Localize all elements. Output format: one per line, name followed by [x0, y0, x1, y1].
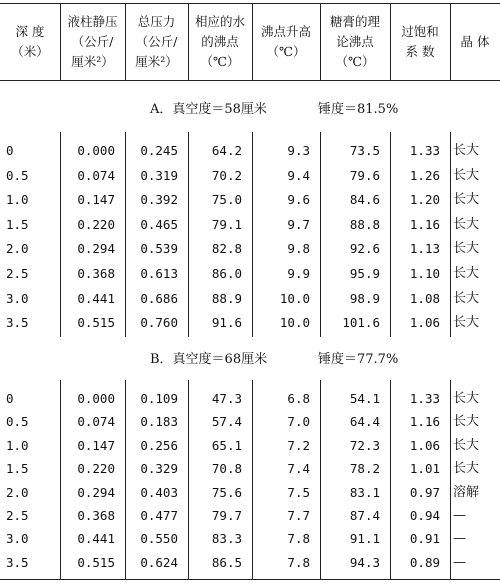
- table-cell-crystal: 长大: [453, 290, 480, 306]
- header-line: （米）: [11, 43, 49, 59]
- table-cell-total-pressure: 0.760: [140, 315, 178, 331]
- column-divider-a: [188, 132, 189, 337]
- table-cell-water-boiling-point: 57.4: [211, 414, 242, 430]
- table-cell-depth: 3.5: [6, 315, 29, 331]
- table-cell-massecuite-boiling-point: 54.1: [349, 391, 380, 406]
- header-crystal: [450, 32, 500, 52]
- header-line: 厘米²）: [71, 53, 114, 69]
- table-cell-supersaturation: 1.08: [409, 290, 440, 306]
- table-cell-massecuite-boiling-point: 72.3: [349, 437, 380, 453]
- header-rule: [0, 80, 500, 81]
- header-line: （公斤/: [135, 33, 178, 49]
- table-cell-water-boiling-point: 86.5: [211, 554, 242, 570]
- table-cell-liquid-pressure: 0.368: [77, 508, 115, 523]
- table-cell-supersaturation: 1.06: [409, 437, 440, 453]
- table-cell-massecuite-boiling-point: 94.3: [349, 554, 380, 570]
- table-cell-crystal: 长大: [453, 391, 480, 406]
- table-cell-boiling-elevation: 6.8: [287, 391, 310, 406]
- table-cell-massecuite-boiling-point: 64.4: [349, 414, 380, 430]
- table-cell-water-boiling-point: 47.3: [211, 391, 242, 406]
- table-cell-supersaturation: 1.10: [409, 266, 440, 281]
- table-cell-water-boiling-point: 70.8: [211, 461, 242, 477]
- table-cell-massecuite-boiling-point: 88.8: [349, 216, 380, 232]
- table-cell-crystal: 长大: [453, 167, 480, 183]
- table-cell-crystal: 长大: [453, 241, 480, 257]
- column-divider-b: [450, 380, 451, 579]
- table-cell-supersaturation: 1.33: [409, 143, 440, 158]
- table-cell-massecuite-boiling-point: 101.6: [342, 315, 380, 331]
- table-cell-liquid-pressure: 0.074: [77, 167, 115, 183]
- table-cell-liquid-pressure: 0.147: [77, 192, 115, 208]
- table-cell-crystal: 长大: [453, 192, 480, 208]
- table-cell-liquid-pressure: 0.000: [77, 143, 115, 158]
- table-cell-total-pressure: 0.550: [140, 531, 178, 547]
- table-cell-total-pressure: 0.256: [140, 437, 178, 453]
- table-cell-boiling-elevation: 7.8: [287, 531, 310, 547]
- header-total-pressure: [125, 12, 188, 72]
- table-cell-massecuite-boiling-point: 95.9: [349, 266, 380, 281]
- table-cell-boiling-elevation: 9.7: [287, 216, 310, 232]
- table-cell-supersaturation: 1.20: [409, 192, 440, 208]
- header-supersaturation: [390, 22, 450, 62]
- table-cell-depth: 1.0: [6, 437, 29, 453]
- table-cell-depth: 3.5: [6, 554, 29, 570]
- table-cell-water-boiling-point: 82.8: [211, 241, 242, 257]
- header-line: （℃）: [335, 53, 375, 69]
- header-line: 液柱静压: [67, 13, 118, 29]
- table-cell-crystal: 长大: [453, 437, 480, 453]
- table-cell-supersaturation: 1.33: [409, 391, 440, 406]
- table-cell-crystal: —: [453, 554, 466, 570]
- table-cell-depth: 0: [6, 391, 14, 406]
- table-cell-massecuite-boiling-point: 83.1: [349, 484, 380, 500]
- sectionA-brix: 锤度＝81.5%: [318, 102, 399, 117]
- table-cell-total-pressure: 0.245: [140, 143, 178, 158]
- table-cell-liquid-pressure: 0.220: [77, 216, 115, 232]
- table-cell-massecuite-boiling-point: 79.6: [349, 167, 380, 183]
- table-cell-liquid-pressure: 0.294: [77, 241, 115, 257]
- column-divider-a: [320, 132, 321, 337]
- table-cell-supersaturation: 0.91: [409, 531, 440, 547]
- header-line: 深 度: [15, 23, 45, 39]
- table-cell-boiling-elevation: 9.3: [287, 143, 310, 158]
- table-cell-boiling-elevation: 9.8: [287, 241, 310, 257]
- table-cell-total-pressure: 0.109: [140, 391, 178, 406]
- table-cell-depth: 2.5: [6, 266, 29, 281]
- header-line: （公斤/: [71, 33, 114, 49]
- column-divider-b: [320, 380, 321, 579]
- table-cell-total-pressure: 0.613: [140, 266, 178, 281]
- top-rule: [0, 3, 500, 4]
- table-cell-boiling-elevation: 10.0: [279, 290, 310, 306]
- table-cell-crystal: —: [453, 531, 466, 547]
- table-cell-water-boiling-point: 75.6: [211, 484, 242, 500]
- table-cell-water-boiling-point: 86.0: [211, 266, 242, 281]
- sectionB-label: B．真空度＝68厘米: [150, 352, 268, 367]
- table-cell-crystal: 长大: [453, 414, 480, 430]
- table-cell-boiling-elevation: 9.4: [287, 167, 310, 183]
- table-cell-total-pressure: 0.392: [140, 192, 178, 208]
- header-line: 糖膏的理: [329, 13, 380, 29]
- bottom-rule: [0, 579, 500, 580]
- header-line: 沸点升高: [260, 23, 311, 39]
- header-water-boiling-point: [188, 12, 252, 72]
- header-line: （℃）: [200, 53, 240, 69]
- table-cell-water-boiling-point: 64.2: [211, 143, 242, 158]
- table-cell-depth: 3.0: [6, 531, 29, 547]
- header-depth: [0, 22, 60, 62]
- table-cell-water-boiling-point: 88.9: [211, 290, 242, 306]
- table-cell-liquid-pressure: 0.515: [77, 554, 115, 570]
- header-massecuite-boiling-point: [320, 12, 390, 72]
- table-cell-depth: 2.5: [6, 508, 29, 523]
- table-cell-boiling-elevation: 7.7: [287, 508, 310, 523]
- table-cell-crystal: 长大: [453, 315, 480, 331]
- table-cell-water-boiling-point: 91.6: [211, 315, 242, 331]
- table-cell-massecuite-boiling-point: 87.4: [349, 508, 380, 523]
- table-cell-total-pressure: 0.319: [140, 167, 178, 183]
- table-cell-total-pressure: 0.477: [140, 508, 178, 523]
- table-cell-total-pressure: 0.624: [140, 554, 178, 570]
- table-cell-massecuite-boiling-point: 98.9: [349, 290, 380, 306]
- table-cell-depth: 2.0: [6, 484, 29, 500]
- table-cell-total-pressure: 0.329: [140, 461, 178, 477]
- header-liquid-pressure: [60, 12, 125, 72]
- table-cell-massecuite-boiling-point: 92.6: [349, 241, 380, 257]
- table-cell-supersaturation: 0.97: [409, 484, 440, 500]
- table-cell-boiling-elevation: 10.0: [279, 315, 310, 331]
- table-cell-liquid-pressure: 0.515: [77, 315, 115, 331]
- column-divider-a: [252, 132, 253, 337]
- table-cell-liquid-pressure: 0.441: [77, 531, 115, 547]
- header-line: 晶 体: [460, 33, 490, 49]
- table-cell-supersaturation: 1.06: [409, 315, 440, 331]
- table-cell-total-pressure: 0.686: [140, 290, 178, 306]
- header-line: 过饱和: [401, 23, 439, 39]
- table-cell-depth: 0: [6, 143, 14, 158]
- column-divider-b: [125, 380, 126, 579]
- table-cell-crystal: —: [453, 508, 466, 523]
- header-line: 的沸点: [201, 33, 239, 49]
- table-cell-total-pressure: 0.465: [140, 216, 178, 232]
- table-cell-crystal: 长大: [453, 216, 480, 232]
- table-cell-supersaturation: 1.13: [409, 241, 440, 257]
- table-cell-supersaturation: 1.01: [409, 461, 440, 477]
- table-cell-water-boiling-point: 65.1: [211, 437, 242, 453]
- column-divider-a: [450, 132, 451, 337]
- table-cell-boiling-elevation: 7.4: [287, 461, 310, 477]
- table-cell-supersaturation: 1.16: [409, 414, 440, 430]
- table-cell-supersaturation: 0.89: [409, 554, 440, 570]
- table-cell-crystal: 长大: [453, 143, 480, 158]
- table-cell-liquid-pressure: 0.074: [77, 414, 115, 430]
- table-cell-water-boiling-point: 75.0: [211, 192, 242, 208]
- table-cell-depth: 1.5: [6, 216, 29, 232]
- table-cell-supersaturation: 0.94: [409, 508, 440, 523]
- table-cell-boiling-elevation: 9.9: [287, 266, 310, 281]
- table-cell-boiling-elevation: 7.5: [287, 484, 310, 500]
- table-cell-depth: 0.5: [6, 414, 29, 430]
- table-cell-depth: 0.5: [6, 167, 29, 183]
- table-cell-depth: 1.0: [6, 192, 29, 208]
- table-cell-crystal: 长大: [453, 266, 480, 281]
- table-cell-liquid-pressure: 0.147: [77, 437, 115, 453]
- sectionA-label: A．真空度＝58厘米: [150, 102, 267, 117]
- header-line: （℃）: [266, 43, 306, 59]
- table-cell-crystal: 溶解: [453, 484, 480, 500]
- table-cell-water-boiling-point: 79.7: [211, 508, 242, 523]
- header-boiling-elevation: [252, 22, 320, 62]
- table-cell-liquid-pressure: 0.000: [77, 391, 115, 406]
- header-line: 厘米²）: [135, 53, 178, 69]
- column-divider-b: [252, 380, 253, 579]
- header-line: 系 数: [405, 43, 435, 59]
- column-divider-a: [125, 132, 126, 337]
- column-divider-a: [390, 132, 391, 337]
- table-cell-total-pressure: 0.183: [140, 414, 178, 430]
- column-divider-b: [60, 380, 61, 579]
- table-cell-depth: 3.0: [6, 290, 29, 306]
- table-cell-liquid-pressure: 0.441: [77, 290, 115, 306]
- table-cell-boiling-elevation: 7.8: [287, 554, 310, 570]
- table-cell-boiling-elevation: 9.6: [287, 192, 310, 208]
- table-cell-liquid-pressure: 0.220: [77, 461, 115, 477]
- table-cell-boiling-elevation: 7.2: [287, 437, 310, 453]
- table-cell-massecuite-boiling-point: 73.5: [349, 143, 380, 158]
- table-cell-water-boiling-point: 83.3: [211, 531, 242, 547]
- table-cell-supersaturation: 1.16: [409, 216, 440, 232]
- table-cell-depth: 2.0: [6, 241, 29, 257]
- table-cell-crystal: 长大: [453, 461, 480, 477]
- table-cell-total-pressure: 0.403: [140, 484, 178, 500]
- table-cell-liquid-pressure: 0.294: [77, 484, 115, 500]
- header-line: 论沸点: [336, 33, 374, 49]
- sectionB-brix: 锤度＝77.7%: [318, 352, 399, 367]
- header-line: 相应的水: [194, 13, 245, 29]
- column-divider-b: [390, 380, 391, 579]
- table-cell-depth: 1.5: [6, 461, 29, 477]
- table-cell-water-boiling-point: 70.2: [211, 167, 242, 183]
- table-cell-supersaturation: 1.26: [409, 167, 440, 183]
- column-divider-b: [188, 380, 189, 579]
- table-cell-liquid-pressure: 0.368: [77, 266, 115, 281]
- table-cell-massecuite-boiling-point: 78.2: [349, 461, 380, 477]
- table-cell-massecuite-boiling-point: 91.1: [349, 531, 380, 547]
- header-line: 总压力: [137, 13, 176, 29]
- table-cell-water-boiling-point: 79.1: [211, 216, 242, 232]
- table-cell-boiling-elevation: 7.0: [287, 414, 310, 430]
- table-cell-total-pressure: 0.539: [140, 241, 178, 257]
- table-cell-massecuite-boiling-point: 84.6: [349, 192, 380, 208]
- column-divider-a: [60, 132, 61, 337]
